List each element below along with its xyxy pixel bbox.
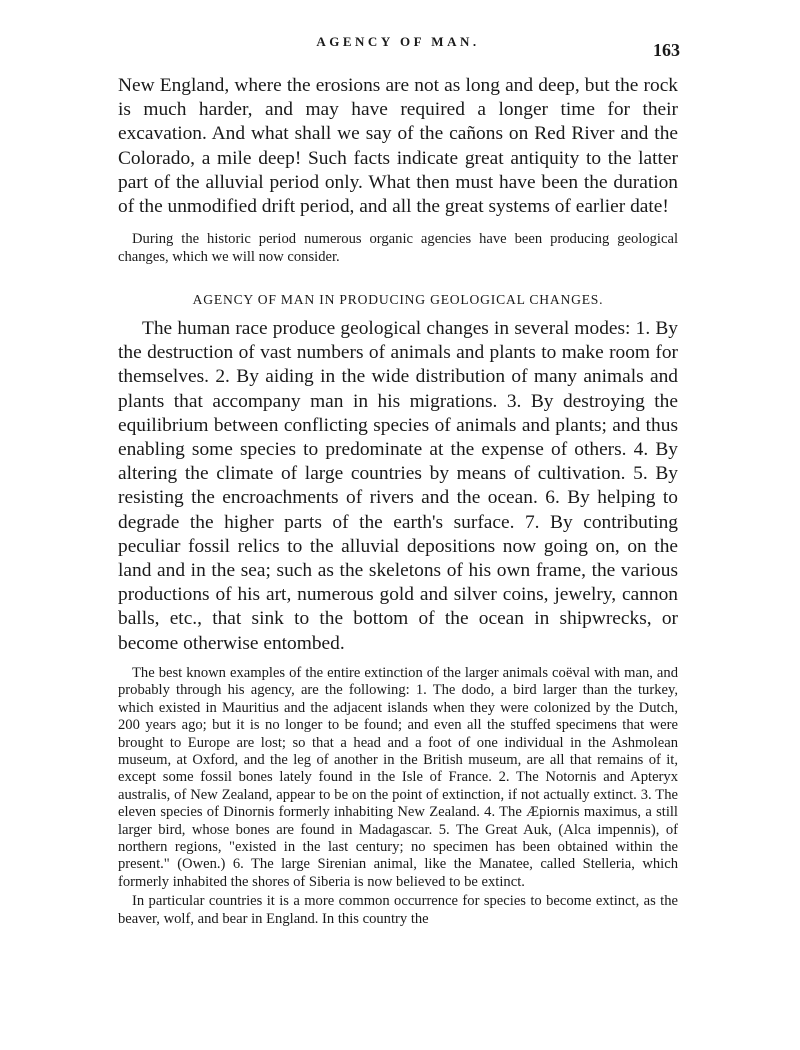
small-print-continuation: In particular countries it is a more common occurrence for species to become extinct, as the beaver, wolf, and bear in England. In this country the xyxy=(118,893,678,927)
small-print-note: During the historic period numerous organic agencies have been producing geological changes, which we will now consider. xyxy=(118,231,678,265)
running-title: AGENCY OF MAN. xyxy=(316,34,480,49)
paragraph-agency-of-man: The human race produce geological changes in several modes: 1. By the destruction of vast numbers of animals and plants to make room for themselves. 2. By aiding in the wide distribution of many animals and plants that accompany man in his migrations. 3. By destroying the equilibrium between conflicting species of animals and plants; and thus enabling some species to predominate at the expense of others. 4. By altering the climate of large countries by means of cultivation. 5. By resisting the encroachments of rivers and the ocean. 6. By helping to degrade the higher parts of the earth's surface. 7. By contributing peculiar fossil relics to the alluvial depositions now going on, on the land and in the sea; such as the skeletons of his own frame, the various productions of his art, numerous gold and silver coins, jewelry, cannon balls, etc., that sink to the bottom of the ocean in shipwrecks, or become otherwise entombed. xyxy=(118,318,678,654)
paragraph-continuation: New England, where the erosions are not as long and deep, but the rock is much harder, and may have required a longer time for their excavation. And what shall we say of the cañons on Red River and the Colorado, a mile deep! Such facts indicate great antiquity to the latter part of the alluvial period only. What then must have been the duration of the unmodified drift period, and all the great systems of earlier date! xyxy=(118,75,678,218)
small-print-extinct-animals: The best known examples of the entire extinction of the larger animals coëval with man, and probably through his agency, are the following: 1. The dodo, a bird larger than the turkey, which existed in Mauritius and the adjacent islands when they were colonized by the Dutch, 200 years ago; but it is no longer to be found; and even all the stuffed specimens that were brought to Europe are lost; so that a head and a foot of one individual in the Ashmolean museum, at Oxford, and the leg of another in the British museum, are all that remains of it, except some fossil bones lately found in the Isle of France. 2. The Notornis and Apteryx australis, of New Zealand, appear to be on the point of extinction, if not actually extinct. 3. The eleven species of Dinornis formerly inhabiting New Zealand. 4. The Æpiornis maximus, a still larger bird, whose bones are found in Madagascar. 5. The Great Auk, (Alca impennis), of northern regions, "existed in the last century; no specimen has been obtained within the present." (Owen.) 6. The large Sirenian animal, like the Manatee, called Stelleria, which formerly inhabited the shores of Siberia is now believed to be extinct. xyxy=(118,664,678,890)
running-head xyxy=(118,22,678,62)
book-page xyxy=(118,22,678,928)
page-number: 163 xyxy=(653,40,680,60)
section-heading: AGENCY OF MAN IN PRODUCING GEOLOGICAL CHANGES. xyxy=(192,292,604,308)
